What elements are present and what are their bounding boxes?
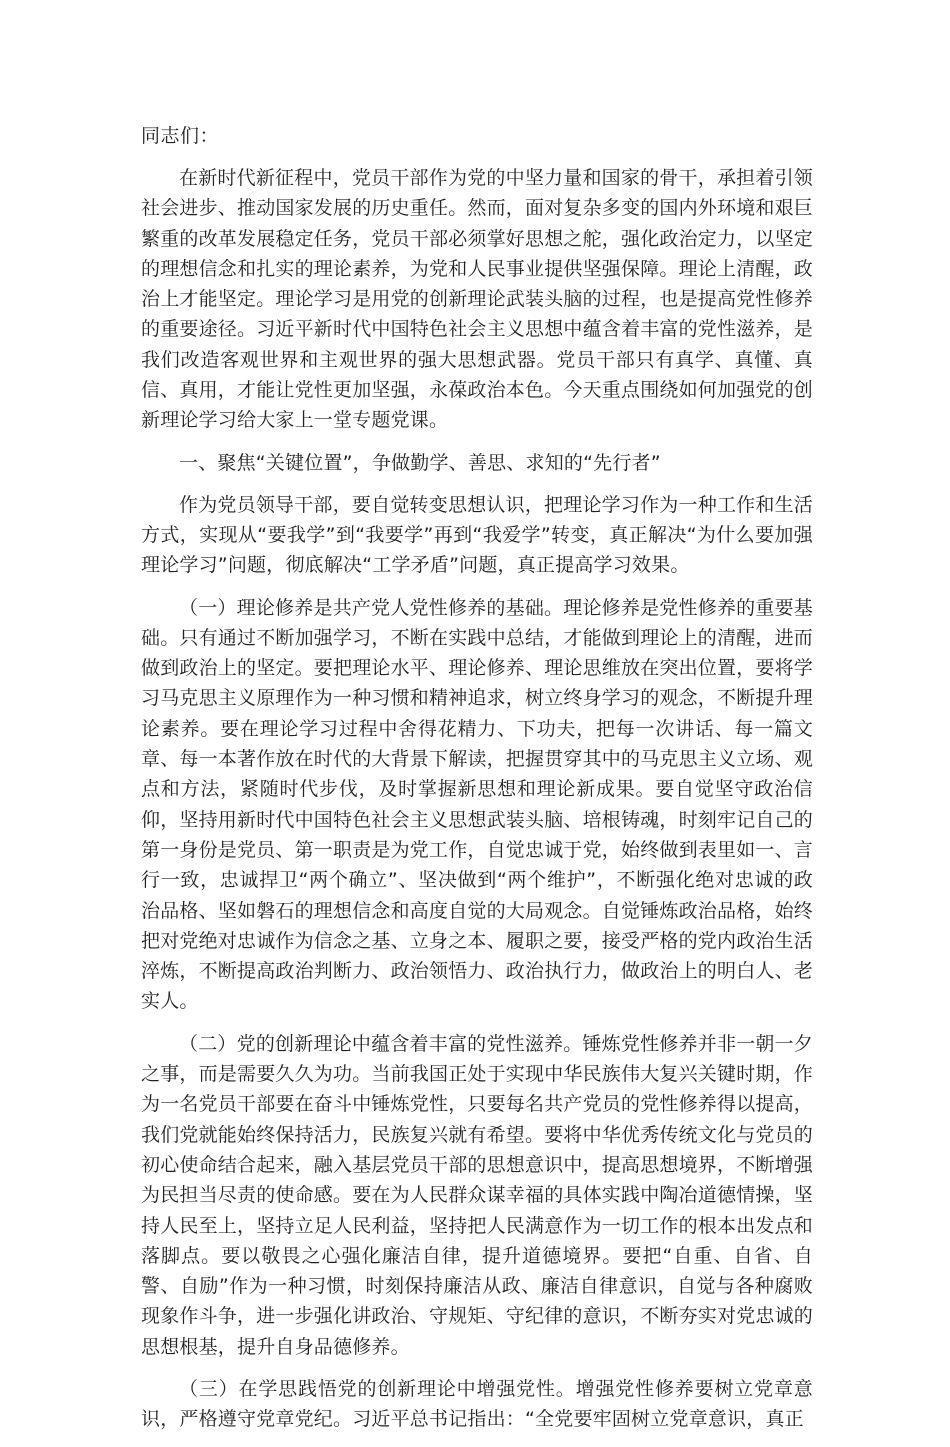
section-1-heading: 一、聚焦“关键位置”，争做勤学、善思、求知的“先行者” [179,451,661,474]
document-page [141,121,813,1447]
point-1-paragraph: （一）理论修养是共产党人党性修养的基础。理论修养是党性修养的重要基础。只有通过不断加强学习，不断在实践中总结，才能做到理论上的清醒，进而做到政治上的坚定。要把理论水平、理论修养、理论思维放在突出位置，要将学习马克思主义原理作为一种习惯和精神追求，树立终身学习的观念，不断提升理论素养。要在理论学习过程中舍得花精力、下功夫，把每一次讲话、每一篇文章、每一本著作放在时代的大背景下解读，把握贯穿其中的马克思主义立场、观点和方法，紧随时代步伐，及时掌握新思想和理论新成果。要自觉坚守政治信仰，坚持用新时代中国特色社会主义思想武装头脑、培根铸魂，时刻牢记自己的第一身份是党员、第一职责是为党工作，自觉忠诚于党，始终做到表里如一、言行一致，忠诚捍卫“两个确立”、坚决做到“两个维护”，不断强化绝对忠诚的政治品格、坚如磐石的理想信念和高度自觉的大局观念。自觉锤炼政治品格，始终把对党绝对忠诚作为信念之基、立身之本、履职之要，接受严格的党内政治生活淬炼，不断提高政治判断力、政治领悟力、政治执行力，做政治上的明白人、老实人。 [141,596,814,1013]
section-1-intro-paragraph: 作为党员领导干部，要自觉转变思想认识，把理论学习作为一种工作和生活方式，实现从“要我学”到“我要学”再到“我爱学”转变，真正解决“为什么要加强理论学习”问题，彻底解决“工学矛盾”问题，真正提高学习效果。 [141,493,813,577]
intro-paragraph: 在新时代新征程中，党员干部作为党的中坚力量和国家的骨干，承担着引领社会进步、推动国家发展的历史重任。然而，面对复杂多变的国内外环境和艰巨繁重的改革发展稳定任务，党员干部必须掌好思想之舵，强化政治定力，以坚定的理想信念和扎实的理论素养，为党和人民事业提供坚强保障。理论上清醒，政治上才能坚定。理论学习是用党的创新理论武装头脑的过程，也是提高党性修养的重要途径。习近平新时代中国特色社会主义思想中蕴含着丰富的党性滋养，是我们改造客观世界和主观世界的强大思想武器。党员干部只有真学、真懂、真信、真用，才能让党性更加坚强，永葆政治本色。今天重点围绕如何加强党的创新理论学习给大家上一堂专题党课。 [141,167,814,432]
point-3-paragraph: （三）在学思践悟党的创新理论中增强党性。增强党性修养要树立党章意识，严格遵守党章党纪。习近平总书记指出：“全党要牢固树立党章意识，真正 [141,1377,813,1431]
salutation: 同志们： [141,125,220,147]
point-2-paragraph: （二）党的创新理论中蕴含着丰富的党性滋养。锤炼党性修养并非一朝一夕之事，而是需要久久为功。当前我国正处于实现中华民族伟大复兴关键时期，作为一名党员干部要在奋斗中锤炼党性，只要每名共产党员的党性修养得以提高，我们党就能始终保持活力，民族复兴就有希望。要将中华优秀传统文化与党员的初心使命结合起来，融入基层党员干部的思想意识中，提高思想境界，不断增强为民担当尽责的使命感。要在为人民群众谋幸福的具体实践中陶冶道德情操，坚持人民至上，坚持立足人民利益，坚持把人民满意作为一切工作的根本出发点和落脚点。要以敬畏之心强化廉洁自律，提升道德境界。要把“自重、自省、自警、自励”作为一种习惯，时刻保持廉洁从政、廉洁自律意识，自觉与各种腐败现象作斗争，进一步强化讲政治、守规矩、守纪律的意识，不断夯实对党忠诚的思想根基，提升自身品德修养。 [141,1032,814,1358]
